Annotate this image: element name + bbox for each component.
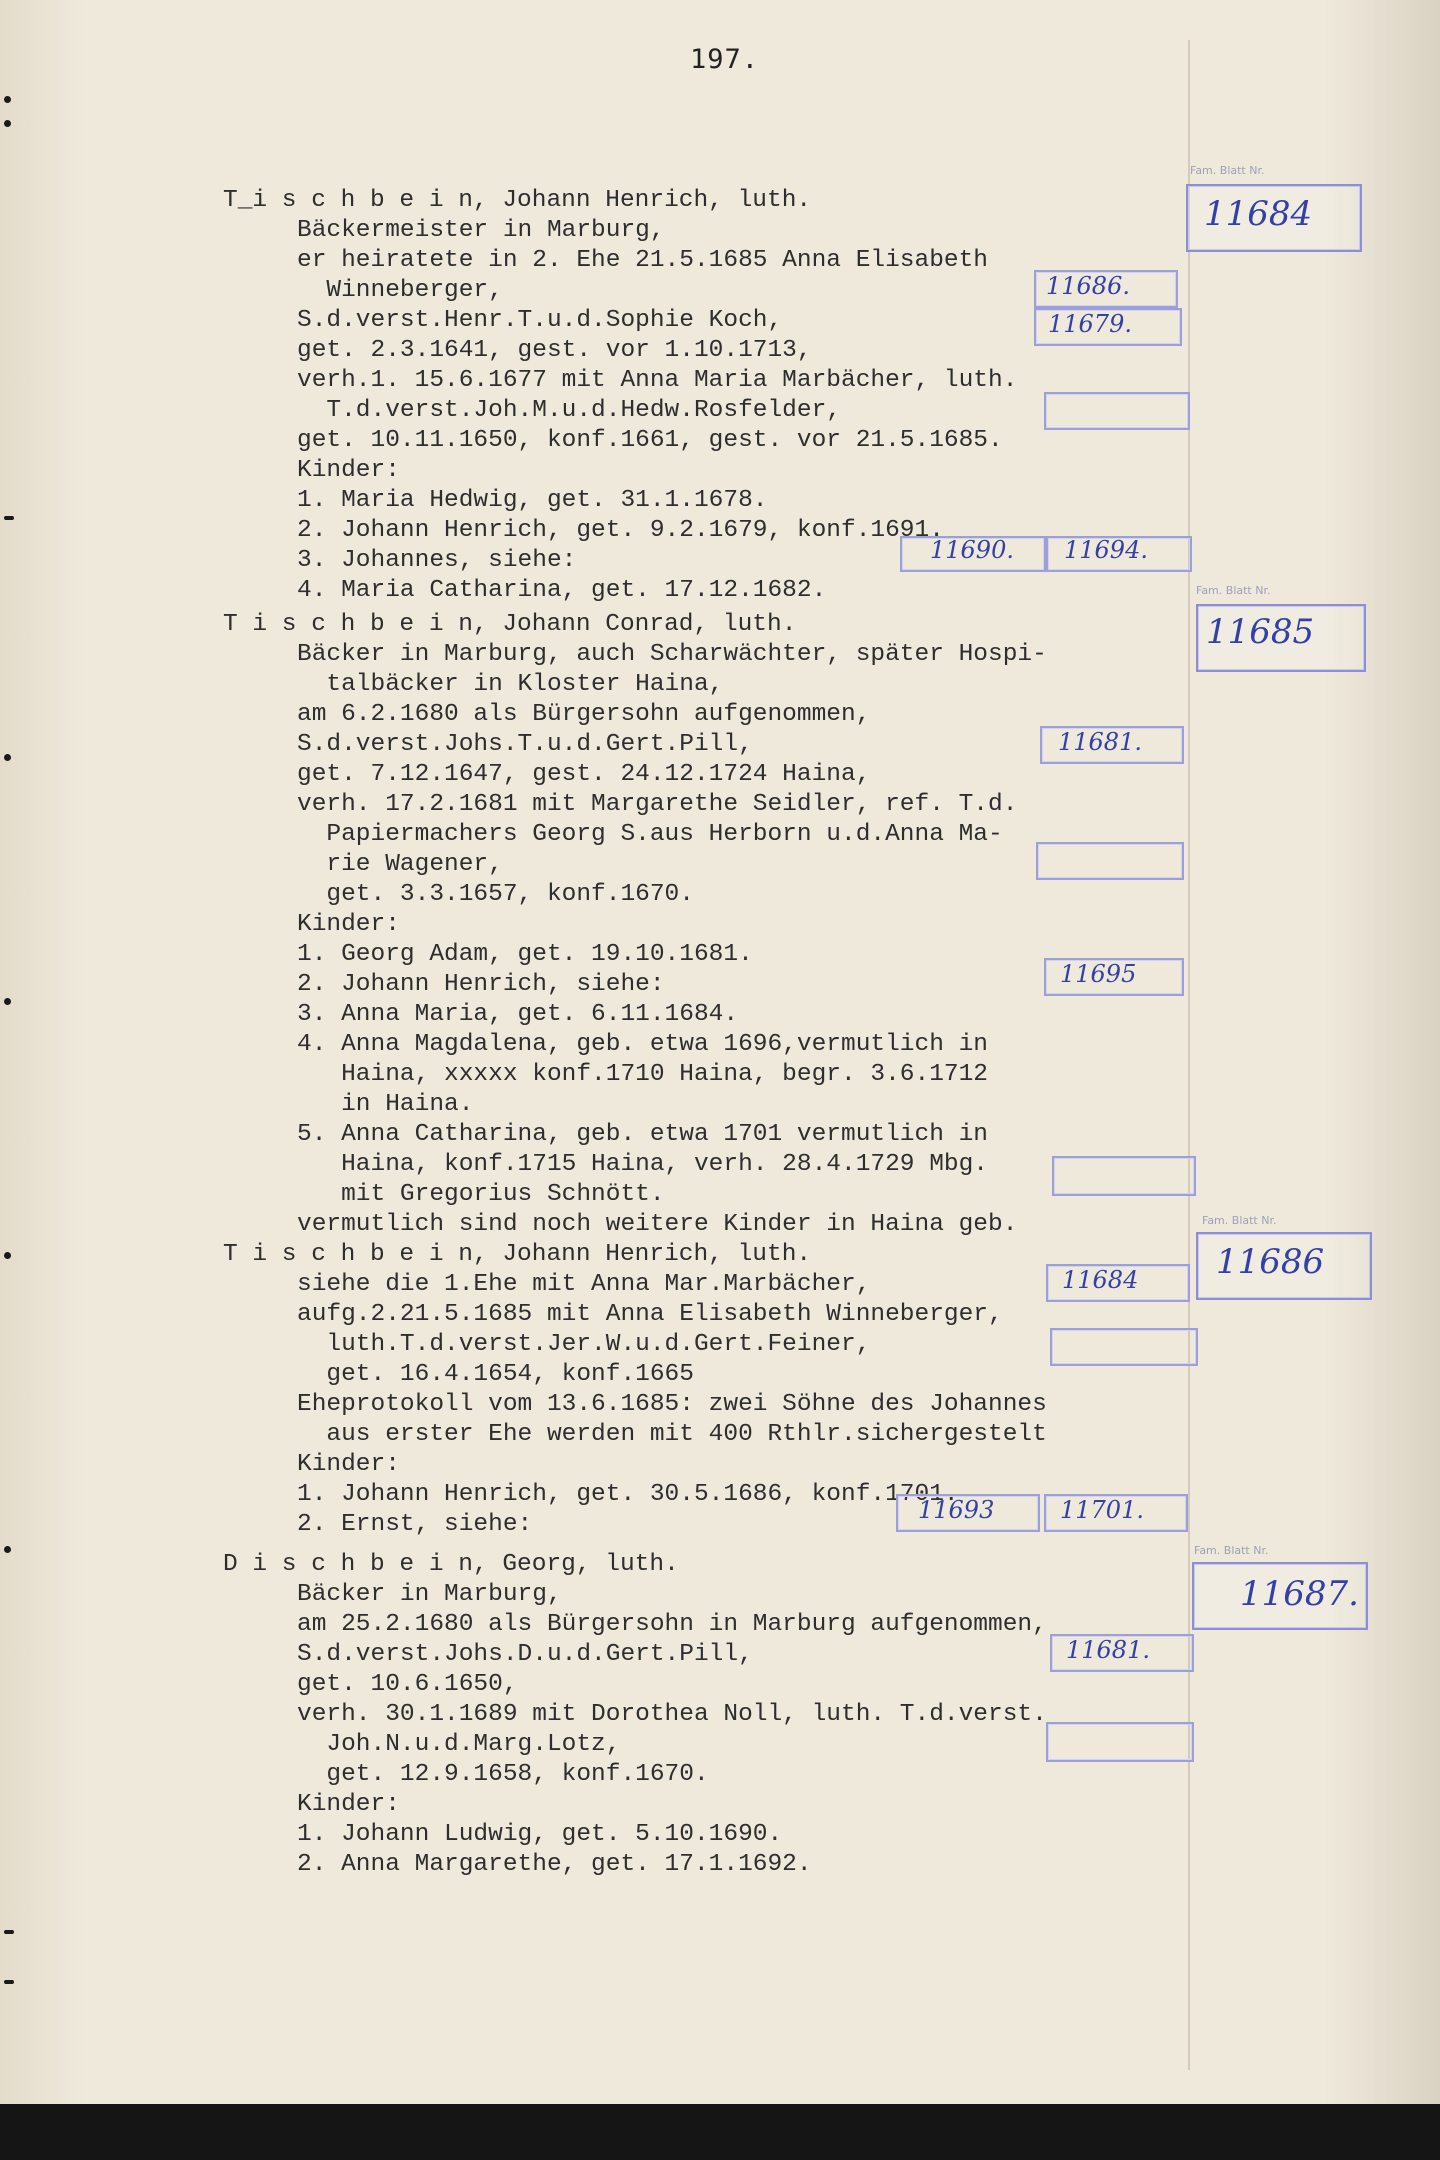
fam-number-box	[1186, 184, 1362, 252]
entry-line: verh. 17.2.1681 mit Margarethe Seidler, ref. T.d.	[297, 791, 1018, 818]
binding-hole	[4, 754, 11, 761]
entry-line: 2. Anna Margarethe, get. 17.1.1692.	[297, 1851, 812, 1878]
entry-line: get. 10.11.1650, konf.1661, gest. vor 21.5.1685.	[297, 427, 1003, 454]
entry-line: S.d.verst.Henr.T.u.d.Sophie Koch,	[297, 307, 783, 334]
entry-line: Haina, konf.1715 Haina, verh. 28.4.1729 Mbg.	[297, 1151, 989, 1178]
entry-line: Kinder:	[297, 1451, 400, 1478]
entry-line: Bäcker in Marburg,	[297, 1581, 562, 1608]
ref-box	[1040, 726, 1184, 764]
entry-line: get. 10.6.1650,	[297, 1671, 518, 1698]
fam-number-box	[1192, 1562, 1368, 1630]
margin-rule	[1188, 40, 1190, 2070]
entry-line: 2. Ernst, siehe:	[297, 1511, 533, 1538]
page-number: 197.	[690, 44, 760, 75]
binding-hole	[4, 96, 11, 103]
ref-box	[1034, 308, 1182, 346]
entry-line: verh.1. 15.6.1677 mit Anna Maria Marbächer, luth.	[297, 367, 1018, 394]
binding-hole	[4, 1546, 11, 1553]
entry-heading: D i s c h b e i n, Georg, luth.	[223, 1551, 679, 1578]
fam-label: Fam. Blatt Nr.	[1196, 584, 1271, 597]
ref-number: 11694.	[1064, 536, 1148, 564]
entry-line: 3. Anna Maria, get. 6.11.1684.	[297, 1001, 739, 1028]
entry-line: Kinder:	[297, 1791, 400, 1818]
entry-heading: T i s c h b e i n, Johann Conrad, luth.	[223, 611, 797, 638]
entry-line: rie Wagener,	[297, 851, 503, 878]
ref-box	[1036, 842, 1184, 880]
ref-box	[1046, 1264, 1190, 1302]
entry-line: T.d.verst.Joh.M.u.d.Hedw.Rosfelder,	[297, 397, 841, 424]
scan-bottom-edge	[0, 2104, 1440, 2160]
entry-line: Winneberger,	[297, 277, 503, 304]
entry-line: S.d.verst.Johs.T.u.d.Gert.Pill,	[297, 731, 753, 758]
entry-line: Bäcker in Marburg, auch Scharwächter, später Hospi-	[297, 641, 1047, 668]
entry-line: Bäckermeister in Marburg,	[297, 217, 665, 244]
entry-line: vermutlich sind noch weitere Kinder in Haina geb.	[297, 1211, 1018, 1238]
entry-line: 5. Anna Catharina, geb. etwa 1701 vermutlich in	[297, 1121, 989, 1148]
entry-line: in Haina.	[297, 1091, 474, 1118]
entry-line: am 6.2.1680 als Bürgersohn aufgenommen,	[297, 701, 871, 728]
entry-line: get. 16.4.1654, konf.1665	[297, 1361, 694, 1388]
entry-line: am 25.2.1680 als Bürgersohn in Marburg aufgenommen,	[297, 1611, 1047, 1638]
ref-number: 11684	[1062, 1266, 1139, 1294]
ref-box	[1034, 270, 1178, 308]
entry-line: 4. Anna Magdalena, geb. etwa 1696,vermutlich in	[297, 1031, 989, 1058]
fam-label: Fam. Blatt Nr.	[1190, 164, 1265, 177]
ref-number: 11686.	[1046, 272, 1130, 300]
entry-line: verh. 30.1.1689 mit Dorothea Noll, luth. T.d.verst.	[297, 1701, 1047, 1728]
binding-hole	[4, 1980, 14, 1984]
ref-number: 11681.	[1066, 1636, 1150, 1664]
entry-line: 1. Johann Ludwig, get. 5.10.1690.	[297, 1821, 783, 1848]
ref-number: 11681.	[1058, 728, 1142, 756]
entry-line: Eheprotokoll vom 13.6.1685: zwei Söhne des Johannes	[297, 1391, 1047, 1418]
ref-box	[900, 536, 1046, 572]
entry-line: get. 3.3.1657, konf.1670.	[297, 881, 694, 908]
entry-line: siehe die 1.Ehe mit Anna Mar.Marbächer,	[297, 1271, 871, 1298]
binding-hole	[4, 1930, 14, 1934]
entry-line: Joh.N.u.d.Marg.Lotz,	[297, 1731, 621, 1758]
ref-number: 11679.	[1048, 310, 1132, 338]
entry-line: get. 2.3.1641, gest. vor 1.10.1713,	[297, 337, 812, 364]
entry-line: 2. Johann Henrich, siehe:	[297, 971, 665, 998]
fam-label: Fam. Blatt Nr.	[1202, 1214, 1277, 1227]
entry-line: get. 7.12.1647, gest. 24.12.1724 Haina,	[297, 761, 871, 788]
ref-box	[1046, 1722, 1194, 1762]
fam-number: 11685	[1206, 612, 1315, 652]
fam-number: 11687.	[1240, 1574, 1359, 1614]
fam-number-box	[1196, 1232, 1372, 1300]
fam-label: Fam. Blatt Nr.	[1194, 1544, 1269, 1557]
ref-box	[1052, 1156, 1196, 1196]
entry-line: 1. Georg Adam, get. 19.10.1681.	[297, 941, 753, 968]
entry-line: Papiermachers Georg S.aus Herborn u.d.Anna Ma-	[297, 821, 1003, 848]
entry-heading: T_i s c h b e i n, Johann Henrich, luth.	[223, 187, 812, 214]
entry-line: get. 12.9.1658, konf.1670.	[297, 1761, 709, 1788]
ref-number: 11693	[918, 1496, 995, 1524]
ref-box	[896, 1494, 1040, 1532]
entry-line: Haina, xxxxx konf.1710 Haina, begr. 3.6.1712	[297, 1061, 989, 1088]
entry-line: luth.T.d.verst.Jer.W.u.d.Gert.Feiner,	[297, 1331, 871, 1358]
ref-box	[1044, 392, 1190, 430]
ref-box	[1050, 1328, 1198, 1366]
fam-number-box	[1196, 604, 1366, 672]
binding-hole	[4, 998, 11, 1005]
ref-box	[1044, 958, 1184, 996]
entry-line: 1. Johann Henrich, get. 30.5.1686, konf.1701.	[297, 1481, 959, 1508]
ref-box	[1046, 536, 1192, 572]
entry-line: aufg.2.21.5.1685 mit Anna Elisabeth Winneberger,	[297, 1301, 1003, 1328]
ref-number: 11701.	[1060, 1496, 1144, 1524]
binding-marks	[0, 0, 20, 2104]
binding-hole	[4, 516, 14, 520]
entry-line: 3. Johannes, siehe:	[297, 547, 577, 574]
entry-line: Kinder:	[297, 911, 400, 938]
entry-heading: T i s c h b e i n, Johann Henrich, luth.	[223, 1241, 812, 1268]
fam-number: 11684	[1204, 194, 1313, 234]
binding-hole	[4, 120, 11, 127]
ref-number: 11695	[1060, 960, 1137, 988]
entry-line: 1. Maria Hedwig, get. 31.1.1678.	[297, 487, 768, 514]
entry-line: 2. Johann Henrich, get. 9.2.1679, konf.1691.	[297, 517, 944, 544]
ref-box	[1050, 1634, 1194, 1672]
fam-number: 11686	[1216, 1242, 1325, 1282]
entry-line: 4. Maria Catharina, get. 17.12.1682.	[297, 577, 827, 604]
ref-number: 11690.	[930, 536, 1014, 564]
entry-line: Kinder:	[297, 457, 400, 484]
entry-line: aus erster Ehe werden mit 400 Rthlr.sichergestelt	[297, 1421, 1047, 1448]
entry-line: mit Gregorius Schnött.	[297, 1181, 665, 1208]
entry-line: talbäcker in Kloster Haina,	[297, 671, 724, 698]
ref-box	[1044, 1494, 1188, 1532]
entry-line: S.d.verst.Johs.D.u.d.Gert.Pill,	[297, 1641, 753, 1668]
entry-line: er heiratete in 2. Ehe 21.5.1685 Anna Elisabeth	[297, 247, 989, 274]
binding-hole	[4, 1252, 11, 1259]
